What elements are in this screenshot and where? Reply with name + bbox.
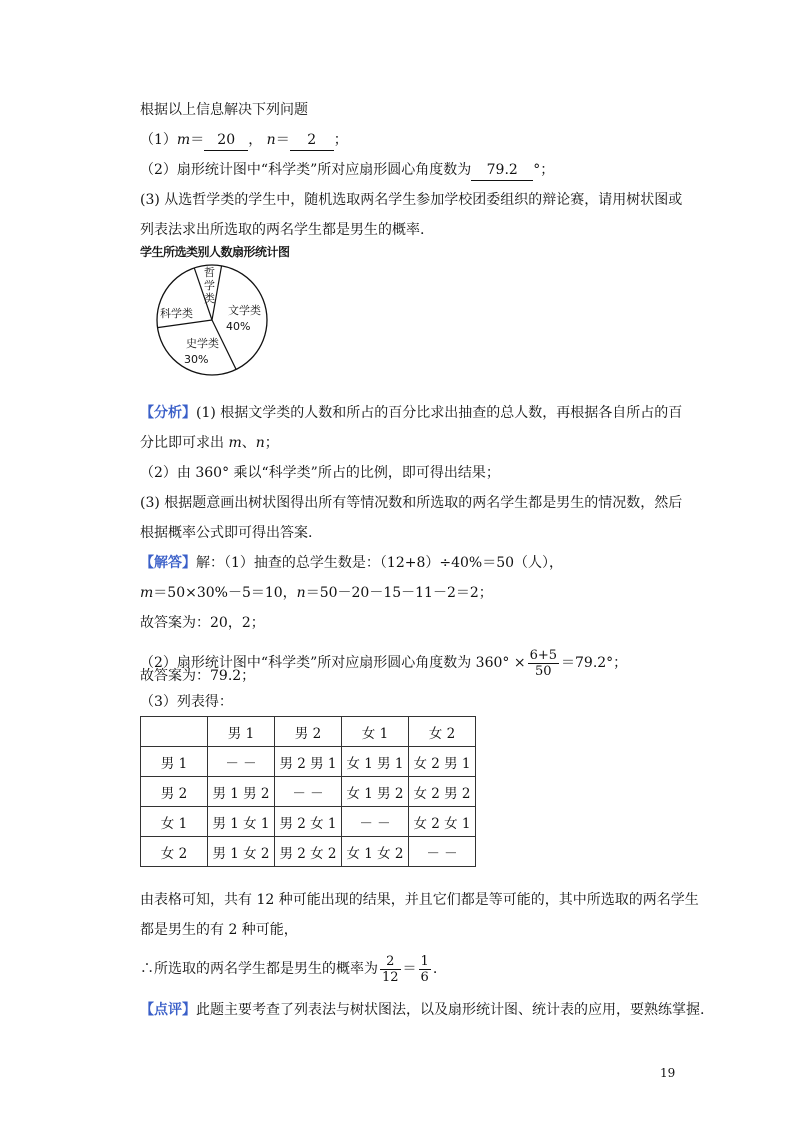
analysis-line-2 [140,433,279,453]
answer-text-4: （2）扇形统计图中“科学类”所对应扇形圆心角度数为 360° × [140,655,526,671]
table-cell: 女 2 男 2 [409,777,476,807]
answer-text-1: 解：（1）抽查的总学生数是：（12+8）÷40%＝50（人）， [196,555,564,571]
analysis-end: ； [264,435,279,451]
analysis-text-2: 分比即可求出 [140,435,229,451]
table-cell: 男 1 女 2 [208,837,275,867]
answer-text-4b: ＝79.2°； [561,655,628,671]
comment-text: 此题主要考查了列表法与树状图法，以及扇形统计图、统计表的应用，要熟练掌握. [196,1002,705,1018]
analysis-sep: 、 [241,435,256,451]
answer-m-calc: ＝50×30%－5＝10， [153,585,297,601]
answer-n-calc: ＝50－20－15－11－2＝2； [305,585,493,601]
comment-tag: 【点评】 [140,1002,196,1018]
table-cell: 女 1 女 2 [342,837,409,867]
table-cell: － － [409,837,476,867]
q1-eq1: ＝ [190,132,205,148]
pie-pct-literature: 40% [226,320,251,333]
table-cell: 男 2 女 2 [275,837,342,867]
table-cell: 男 1 男 2 [208,777,275,807]
q1-sep: ， [248,132,263,148]
fraction-1-6 [419,954,431,985]
analysis-n: n [255,435,265,451]
pie-slice-divider [158,320,212,328]
q1-m-var: m [176,132,191,148]
q1-eq2: ＝ [275,132,290,148]
pie-pct-history: 30% [184,353,209,366]
table-cell: 女 1 男 1 [342,747,409,777]
table-cell: 女 2 [141,837,208,867]
pie-label-history: 史学类 [186,337,219,350]
answer-line-2 [140,583,493,603]
table-cell: － － [208,747,275,777]
table-cell [141,717,208,747]
q2-answer: 79.2 [471,160,533,181]
conclusion-line-2: 都是男生的有 2 种可能， [140,922,298,938]
question-3-line2: 列表法求出所选取的两名学生都是男生的概率. [140,222,425,238]
table-cell: 女 2 [409,717,476,747]
conclusion-line-3 [140,952,437,986]
answer-line-3: 故答案为：20，2； [140,615,265,631]
fraction-1-6-den: 6 [420,969,429,985]
table-row [141,777,476,807]
analysis-tag: 【分析】 [140,405,196,421]
fraction-science-den: 50 [535,663,552,679]
q1-m-answer: 20 [204,130,248,151]
answer-m: m [140,585,154,601]
answer-tag: 【解答】 [140,555,196,571]
analysis-line-1 [140,403,682,423]
table-cell: 女 1 [342,717,409,747]
table-row [141,807,476,837]
table-cell: 女 1 [141,807,208,837]
q1-n-answer: 2 [290,130,334,151]
table-cell: 男 1 女 1 [208,807,275,837]
q1-prefix: （1） [140,132,177,148]
q1-n-var: n [266,132,276,148]
fraction-science-num: 6+5 [529,647,558,663]
pie-label-philosophy-3: 类 [204,292,215,305]
table-row [141,837,476,867]
fraction-2-12 [380,954,401,985]
conclusion-text-3: ∴所选取的两名学生都是男生的概率为 [140,961,378,977]
intro-text: 根据以上信息解决下列问题 [140,102,308,118]
fraction-1-6-num: 1 [420,953,429,969]
conclusion-end: . [432,961,438,977]
fraction-2-12-den: 12 [382,969,399,985]
question-2 [140,160,554,181]
conclusion-eq: ＝ [402,961,417,977]
table-cell: 女 1 男 2 [342,777,409,807]
table-row [141,747,476,777]
answer-line-5: 故答案为：79.2； [140,668,256,684]
answer-line-6: （3）列表得： [140,694,233,710]
q2-prefix: （2）扇形统计图中“科学类”所对应扇形圆心角度数为 [140,162,472,178]
table-cell: 女 2 男 1 [409,747,476,777]
answer-line-1 [140,553,563,573]
analysis-m: m [228,435,242,451]
q1-end: ； [333,132,348,148]
analysis-text-1: (1) 根据文学类的人数和所占的百分比求出抽查的总人数，再根据各自所占的百 [196,405,683,421]
analysis-line-3: （2）由 360° 乘以“科学类”所占的比例，即可得出结果； [140,465,500,481]
table-cell: 男 2 女 1 [275,807,342,837]
question-1 [140,130,348,151]
conclusion-line-1: 由表格可知，共有 12 种可能出现的结果，并且它们都是等可能的，其中所选取的两名学生 [140,892,699,908]
table-cell: 男 2 [141,777,208,807]
comment-line [140,1000,704,1020]
pie-label-science: 科学类 [160,307,193,320]
table-cell: － － [342,807,409,837]
pie-chart-title: 学生所选类别人数扇形统计图 [140,245,290,259]
pie-label-literature: 文学类 [228,304,261,317]
page-number: 19 [660,1066,676,1080]
question-3-line1: (3) 从选哲学类的学生中，随机选取两名学生参加学校团委组织的辩论赛，请用树状图或 [140,192,683,208]
fraction-2-12-num: 2 [380,954,401,970]
analysis-line-4: (3) 根据题意画出树状图得出所有等情况数和所选取的两名学生都是男生的情况数，然后 [140,495,683,511]
table-cell: 男 2 [275,717,342,747]
table-header-row [141,717,476,747]
table-cell: 女 2 女 1 [409,807,476,837]
pie-chart [150,262,275,382]
table-cell: 男 1 [141,747,208,777]
answer-n: n [296,585,306,601]
outcome-table [140,716,476,867]
table-cell: 男 2 男 1 [275,747,342,777]
fraction-science [528,648,559,679]
q2-suffix: °； [533,162,555,178]
table-cell: 男 1 [208,717,275,747]
table-cell: － － [275,777,342,807]
analysis-line-5: 根据概率公式即可得出答案. [140,525,313,541]
pie-label-philosophy-1: 哲 [204,266,215,279]
pie-label-philosophy-2: 学 [204,279,215,292]
